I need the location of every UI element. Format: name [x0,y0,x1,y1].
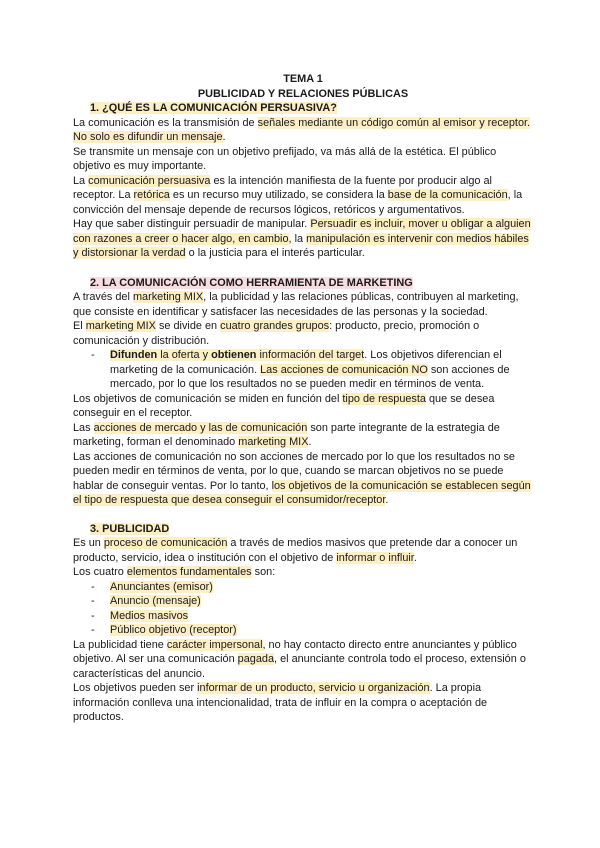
list-item: - Público objetivo (receptor) [91,624,237,636]
paragraph: Los objetivos pueden ser informar de un producto, servicio u organización. La propia información conlleva una intencionalidad, trata de influir en la compra o aceptación de productos. [73,682,488,723]
paragraph: La comunicación es la transmisión de señales mediante un código común al emisor y receptor. No solo es difundir un mensaje. [73,116,531,143]
section-2-heading: 2. LA COMUNICACIÓN COMO HERRAMIENTA DE MARKETING [90,276,413,289]
topic-number: TEMA 1 [283,73,323,85]
paragraph: La publicidad tiene carácter impersonal, no hay contacto directo entre anunciantes y público objetivo. Al ser una comunicación pagada, el anunciante controla todo el proceso, extensión o características del anuncio. [73,638,526,680]
paragraph: Las acciones de mercado y las de comunicación son parte integrante de la estrategia de marketing, forman el denominado marketing MIX. [73,421,500,448]
paragraph: A través del marketing MIX, la publicidad y las relaciones públicas, contribuyen al marketing, que consiste en identificar y satisfacer las necesidades de las personas y la sociedad. [73,291,519,318]
list-item: - Anunciantes (emisor) [91,580,213,593]
paragraph: Hay que saber distinguir persuadir de manipular. Persuadir es incluir, mover u obligar a alguien con razones a creer o hacer algo, en cambio, la manipulación es intervenir con medios hábiles y distorsionar la verdad o la justicia para el interés particular. [73,218,531,259]
paragraph: Es un proceso de comunicación a través de medios masivos que pretende dar a conocer un producto, servicio, idea o institución con el objetivo de informar o influir. [73,537,518,564]
section-1-heading: 1. ¿QUÉ ES LA COMUNICACIÓN PERSUASIVA? [90,102,337,114]
document-body [73,72,533,725]
paragraph: La comunicación persuasiva es la intención manifiesta de la fuente por producir algo al receptor. La retórica es un recurso muy utilizado, se considera la base de la comunicación, la convicción del mensaje depende de recursos lógicos, retóricos y argumentativos. [73,174,523,216]
paragraph: Los objetivos de comunicación se miden en función del tipo de respuesta que se desea conseguir en el receptor. [73,392,495,419]
paragraph: Se transmite un mensaje con un objetivo prefijado, va más allá de la estética. El público objetivo es muy importante. [73,145,497,172]
paragraph: Los cuatro elementos fundamentales son: [73,566,276,578]
paragraph: Las acciones de comunicación no son acciones de mercado por lo que los resultados no se pueden medir en términos de venta, por lo que, cuando se marcan objetivos no se puede hablar de conseguir ventas. Por lo tanto, los objetivos de la comunicación se establecen según el tipo de respuesta que desea conseguir el consumidor/receptor. [73,450,531,506]
list-item: - Medios masivos [91,609,189,622]
section-3-heading: 3. PUBLICIDAD [90,522,170,535]
list-item: - Anuncio (mensaje) [91,595,201,607]
document-title: PUBLICIDAD Y RELACIONES PÚBLICAS [197,87,409,100]
list-item: - Difunden la oferta y obtienen información del target. Los objetivos diferencian el marketing de la comunicación. Las acciones de comunicación NO son acciones de mercado, por lo que los resultados no se pueden medir en términos de venta. [91,349,510,390]
paragraph: El marketing MIX se divide en cuatro grandes grupos: producto, precio, promoción o comunicación y distribución. [73,320,480,347]
